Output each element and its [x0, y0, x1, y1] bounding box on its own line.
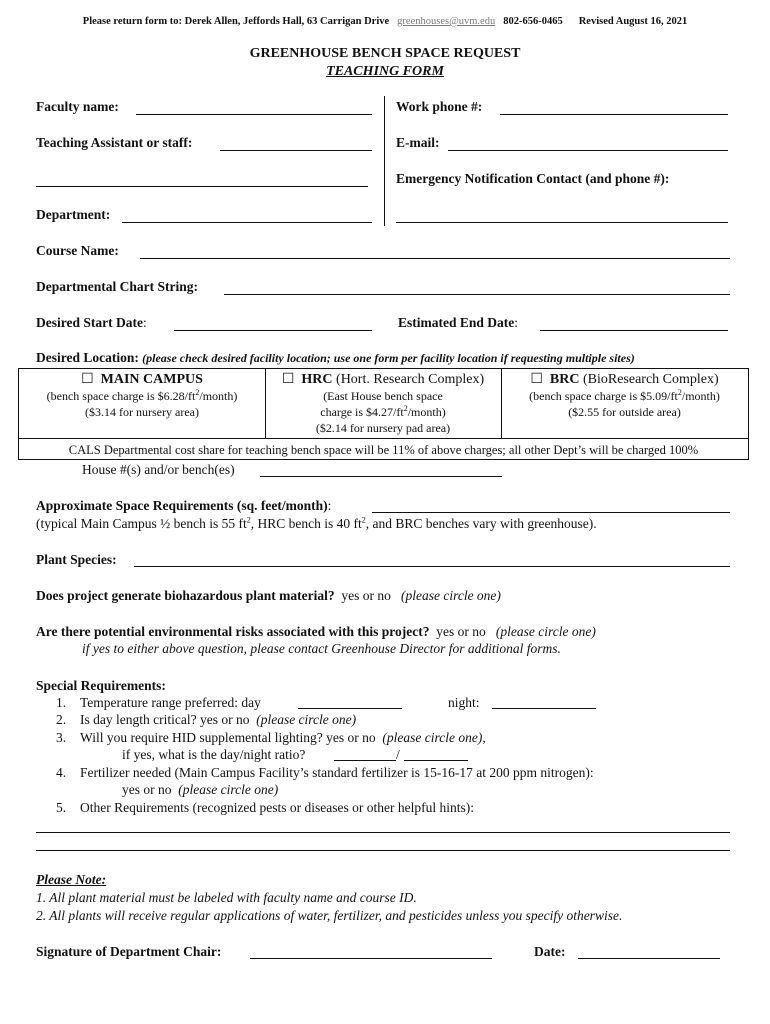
hrc-charge: charge is $4.27/ft: [320, 405, 404, 419]
item-number: 2.: [56, 712, 67, 727]
space-note-c: , and BRC benches vary with greenhouse).: [365, 516, 597, 531]
other-requirements-field-2[interactable]: [36, 850, 730, 851]
ta-staff-field-line2[interactable]: [36, 186, 368, 187]
temp-night-field[interactable]: [492, 708, 596, 709]
item-number: 5.: [56, 800, 67, 815]
biohazard-question: Does project generate biohazardous plant material?: [36, 588, 335, 603]
start-date-colon: :: [142, 315, 147, 330]
biohazard-hint: (please circle one): [400, 588, 501, 603]
brc-full-name: (BioResearch Complex): [579, 372, 719, 387]
brc-cell[interactable]: [501, 369, 748, 437]
date-field[interactable]: [578, 958, 720, 959]
item-number: 4.: [56, 765, 67, 780]
chart-string-label: Departmental Chart String:: [36, 279, 198, 294]
hrc-line1: (East House bench space: [323, 389, 443, 403]
location-table: [18, 368, 749, 460]
start-date-label: Desired Start Date: [36, 315, 143, 330]
hrc-cell[interactable]: [265, 369, 501, 438]
night-label: night:: [448, 695, 480, 710]
main-campus-charge-tail: /month): [199, 389, 238, 403]
hid-lighting-question[interactable]: Will you require HID supplemental lighting? yes or no: [80, 730, 376, 745]
note-line-2: 2. All plants will receive regular applications of water, fertilizer, and pesticides unless you specify otherwise.: [36, 908, 623, 923]
env-risk-options[interactable]: yes or no: [436, 624, 486, 639]
main-campus-checkbox[interactable]: ☐: [81, 372, 94, 387]
form-subtitle: TEACHING FORM: [326, 64, 444, 79]
desired-location-instruction: (please check desired facility location; use one form per facility location if requesting multiple sites): [142, 351, 635, 365]
fertilizer-question: Fertilizer needed (Main Campus Facility’s standard fertilizer is 15-16-17 at 200 ppm nitrogen):: [80, 765, 594, 780]
house-bench-field[interactable]: [260, 476, 502, 477]
hrc-charge-tail: /month): [407, 405, 446, 419]
plant-species-label: Plant Species:: [36, 552, 117, 567]
temperature-label: Temperature range preferred: day: [80, 695, 261, 710]
sup: 2: [246, 515, 251, 525]
faculty-name-label: Faculty name:: [36, 99, 119, 114]
signature-field[interactable]: [250, 958, 492, 959]
plant-species-field[interactable]: [134, 566, 730, 567]
day-ratio-field[interactable]: [334, 760, 396, 761]
main-campus-cell[interactable]: [19, 369, 265, 437]
signature-label: Signature of Department Chair:: [36, 944, 222, 959]
work-phone-field[interactable]: [500, 114, 728, 115]
special-req-heading: Special Requirements:: [36, 678, 166, 693]
brc-checkbox[interactable]: ☐: [530, 372, 543, 387]
fertilizer-options[interactable]: yes or no: [122, 782, 172, 797]
course-name-label: Course Name:: [36, 243, 119, 258]
day-length-question[interactable]: Is day length critical? yes or no: [80, 712, 250, 727]
hrc-nursery: ($2.14 for nursery pad area): [315, 421, 451, 435]
main-campus-name: MAIN CAMPUS: [100, 372, 203, 387]
form-title: GREENHOUSE BENCH SPACE REQUEST: [249, 46, 521, 61]
sup: 2: [677, 388, 682, 397]
desired-location-label: Desired Location:: [36, 350, 139, 365]
chart-string-field[interactable]: [224, 294, 730, 295]
temp-day-field[interactable]: [298, 708, 402, 709]
special-item-2: [56, 712, 356, 728]
day-length-hint: (please circle one): [256, 712, 357, 727]
hid-lighting-comma: ,: [482, 730, 486, 745]
other-requirements-label: Other Requirements (recognized pests or diseases or other helpful hints):: [80, 800, 475, 815]
space-req-label: Approximate Space Requirements (sq. feet/month): [36, 498, 328, 513]
date-label: Date:: [534, 944, 566, 959]
brc-charge-tail: /month): [681, 389, 720, 403]
hid-lighting-hint: (please circle one): [382, 730, 483, 745]
fertilizer-hint: (please circle one): [178, 782, 279, 797]
hrc-full-name: (Hort. Research Complex): [332, 372, 485, 387]
sup: 2: [361, 515, 366, 525]
ratio-slash: /: [396, 747, 400, 762]
brc-name: BRC: [549, 372, 580, 387]
special-item-3: [56, 730, 486, 746]
other-requirements-field-1[interactable]: [36, 832, 730, 833]
faculty-name-field[interactable]: [136, 114, 372, 115]
email-link[interactable]: greenhouses@uvm.edu: [397, 16, 496, 27]
end-date-colon: :: [514, 315, 519, 330]
note-line-1: 1. All plant material must be labeled with faculty name and course ID.: [36, 890, 417, 905]
course-name-field[interactable]: [140, 258, 730, 259]
email-label: E-mail:: [396, 135, 440, 150]
ta-staff-label: Teaching Assistant or staff:: [36, 135, 193, 150]
emergency-contact-label: Emergency Notification Contact (and phone #):: [396, 171, 670, 186]
note-heading: Please Note:: [36, 872, 107, 887]
space-req-note: [36, 516, 597, 532]
biohazard-options[interactable]: yes or no: [341, 588, 391, 603]
emergency-contact-field[interactable]: [396, 222, 728, 223]
house-bench-label: House #(s) and/or bench(es): [82, 462, 235, 477]
email-field[interactable]: [448, 150, 728, 151]
ta-staff-field[interactable]: [220, 150, 372, 151]
special-item-5: [56, 800, 474, 816]
column-divider: [384, 96, 385, 226]
phone-number: 802-656-0465: [503, 16, 563, 27]
space-note-b: , HRC bench is 40 ft: [250, 516, 362, 531]
return-address: Please return form to: Derek Allen, Jeffords Hall, 63 Carrigan Drive: [82, 16, 390, 27]
item-number: 1.: [56, 695, 67, 710]
space-req-colon: :: [327, 498, 332, 513]
main-campus-nursery: ($3.14 for nursery area): [85, 405, 199, 419]
env-risk-followup: if yes to either above question, please contact Greenhouse Director for additional forms.: [82, 641, 561, 656]
env-risk-hint: (please circle one): [495, 624, 596, 639]
day-night-ratio-label: if yes, what is the day/night ratio?: [122, 747, 306, 762]
return-info-header: [0, 16, 770, 27]
sup: 2: [195, 388, 200, 397]
department-label: Department:: [36, 207, 111, 222]
sup: 2: [403, 404, 408, 413]
main-campus-charge: (bench space charge is $6.28/ft: [46, 389, 196, 403]
special-item-4: [56, 765, 594, 781]
end-date-field[interactable]: [540, 330, 728, 331]
revised-date: Revised August 16, 2021: [578, 16, 688, 27]
special-item-1: [56, 695, 261, 711]
hrc-checkbox[interactable]: ☐: [281, 372, 295, 387]
end-date-label: Estimated End Date: [398, 315, 515, 330]
department-field[interactable]: [122, 222, 372, 223]
night-ratio-field[interactable]: [404, 760, 468, 761]
brc-charge: (bench space charge is $5.09/ft: [529, 389, 678, 403]
space-note-a: (typical Main Campus ½ bench is 55 ft: [36, 516, 247, 531]
env-risk-question: Are there potential environmental risks associated with this project?: [36, 624, 430, 639]
hrc-name: HRC: [301, 372, 333, 387]
cost-share-note: CALS Departmental cost share for teaching bench space will be 11% of above charges; all other Dept’s will be charged 100%: [19, 438, 748, 461]
start-date-field[interactable]: [174, 330, 372, 331]
brc-outside: ($2.55 for outside area): [568, 405, 681, 419]
work-phone-label: Work phone #:: [396, 99, 483, 114]
space-req-field[interactable]: [372, 512, 730, 513]
item-number: 3.: [56, 730, 67, 745]
